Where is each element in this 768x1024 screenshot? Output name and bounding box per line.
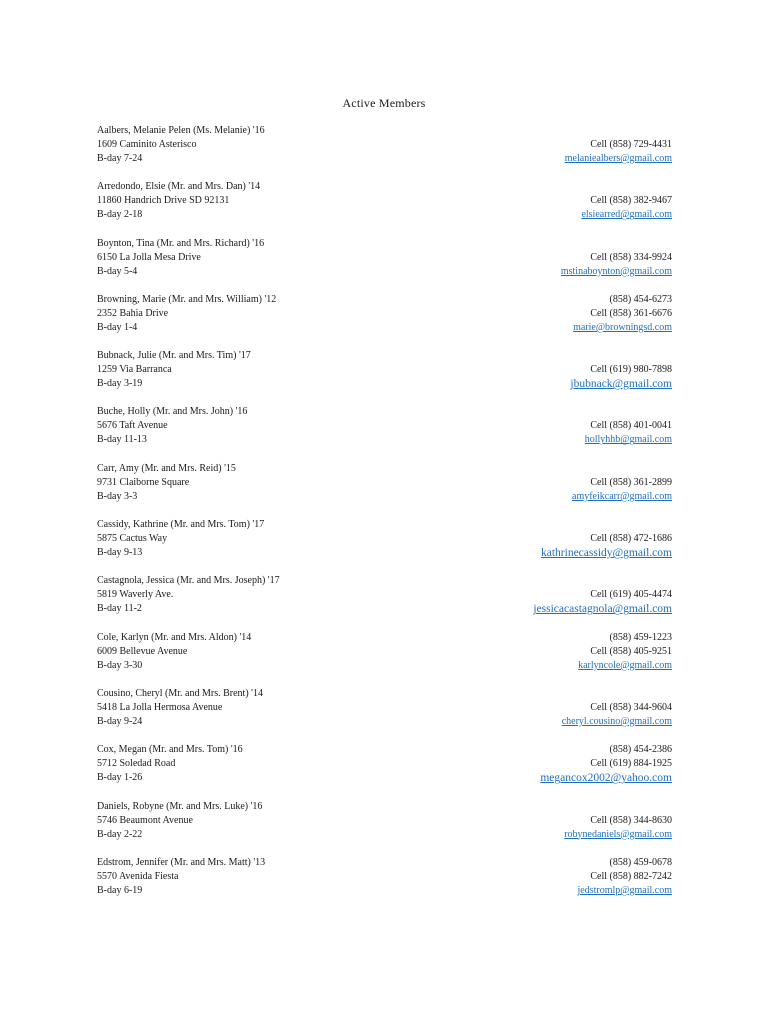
member-birthday: B-day 9-24 bbox=[97, 715, 143, 727]
member-contact bbox=[412, 124, 672, 166]
member-entry bbox=[97, 518, 672, 574]
member-address: 9731 Claiborne Square bbox=[97, 476, 190, 488]
member-name: Buche, Holly (Mr. and Mrs. John) '16 bbox=[97, 406, 248, 418]
member-contact bbox=[412, 405, 672, 447]
member-address: 1259 Via Barranca bbox=[97, 364, 172, 376]
member-contact bbox=[412, 856, 672, 898]
member-address: 5570 Avenida Fiesta bbox=[97, 870, 179, 882]
member-address: 5676 Taft Avenue bbox=[97, 420, 168, 432]
page-title: Active Members bbox=[342, 96, 426, 110]
member-birthday: B-day 3-30 bbox=[97, 659, 143, 671]
member-name: Aalbers, Melanie Pelen (Ms. Melanie) '16 bbox=[97, 125, 265, 136]
member-phone: Cell (858) 882-7242 bbox=[590, 870, 672, 882]
member-entry bbox=[97, 574, 672, 630]
member-birthday: B-day 3-19 bbox=[97, 378, 143, 390]
member-address: 6009 Bellevue Avenue bbox=[97, 645, 188, 657]
member-name: Boynton, Tina (Mr. and Mrs. Richard) '16 bbox=[97, 237, 265, 249]
member-phone: (858) 454-6273 bbox=[609, 293, 672, 305]
member-name: Edstrom, Jennifer (Mr. and Mrs. Matt) '13 bbox=[97, 856, 266, 868]
member-name: Cole, Karlyn (Mr. and Mrs. Aldon) '14 bbox=[97, 631, 252, 643]
member-contact bbox=[412, 518, 672, 560]
member-email-link[interactable]: megancox2002@yahoo.com bbox=[540, 772, 672, 785]
member-birthday: B-day 1-26 bbox=[97, 772, 143, 784]
member-entry bbox=[97, 180, 672, 236]
member-email-link[interactable]: robynedaniels@gmail.com bbox=[564, 828, 672, 840]
member-contact bbox=[412, 349, 672, 391]
member-contact bbox=[412, 800, 672, 842]
member-entry bbox=[97, 124, 672, 180]
member-phone: (858) 454-2386 bbox=[609, 744, 672, 756]
member-birthday: B-day 2-22 bbox=[97, 828, 143, 840]
member-entry bbox=[97, 631, 672, 687]
member-name: Cousino, Cheryl (Mr. and Mrs. Brent) '14 bbox=[97, 687, 263, 699]
member-entry bbox=[97, 349, 672, 405]
member-name: Arredondo, Elsie (Mr. and Mrs. Dan) '14 bbox=[97, 181, 261, 193]
member-address: 5418 La Jolla Hermosa Avenue bbox=[97, 701, 223, 713]
member-birthday: B-day 3-3 bbox=[97, 490, 138, 502]
member-phone: Cell (858) 382-9467 bbox=[590, 195, 672, 207]
member-email-link[interactable]: jessicacastagnola@gmail.com bbox=[533, 603, 672, 616]
member-email-link[interactable]: amyfeikcarr@gmail.com bbox=[572, 490, 672, 502]
member-name: Carr, Amy (Mr. and Mrs. Reid) '15 bbox=[97, 462, 236, 474]
member-entry bbox=[97, 237, 672, 293]
member-address: 2352 Bahia Drive bbox=[97, 307, 169, 319]
member-phone: Cell (858) 334-9924 bbox=[590, 251, 672, 263]
member-entry bbox=[97, 405, 672, 461]
member-birthday: B-day 6-19 bbox=[97, 884, 143, 896]
member-contact bbox=[412, 743, 672, 785]
member-address: 5746 Beaumont Avenue bbox=[97, 814, 193, 826]
member-address: 5875 Cactus Way bbox=[97, 533, 168, 545]
member-contact bbox=[412, 574, 672, 616]
member-phone: Cell (619) 405-4474 bbox=[590, 589, 672, 601]
member-contact bbox=[412, 180, 672, 222]
member-phone: (858) 459-1223 bbox=[609, 631, 672, 643]
member-address: 6150 La Jolla Mesa Drive bbox=[97, 251, 201, 263]
member-email-link[interactable]: jedstromlp@gmail.com bbox=[577, 884, 672, 896]
member-birthday: B-day 11-13 bbox=[97, 434, 147, 446]
member-contact bbox=[412, 462, 672, 504]
member-email-link[interactable]: jbubnack@gmail.com bbox=[570, 378, 672, 391]
member-email-link[interactable]: karlyncole@gmail.com bbox=[578, 659, 672, 671]
member-name: Browning, Marie (Mr. and Mrs. William) '12 bbox=[97, 293, 277, 305]
member-birthday: B-day 5-4 bbox=[97, 265, 138, 277]
member-contact bbox=[412, 237, 672, 279]
member-email-link[interactable]: hollyhhb@gmail.com bbox=[584, 434, 672, 446]
member-entry bbox=[97, 293, 672, 349]
member-phone: Cell (858) 405-9251 bbox=[590, 645, 672, 657]
member-contact bbox=[412, 293, 672, 335]
member-entry bbox=[97, 800, 672, 856]
member-name: Cassidy, Kathrine (Mr. and Mrs. Tom) '17 bbox=[97, 519, 265, 531]
member-birthday: B-day 11-2 bbox=[97, 603, 142, 615]
member-phone: Cell (858) 344-9604 bbox=[590, 701, 672, 713]
member-address: 1609 Caminito Asterisco bbox=[97, 139, 197, 150]
member-birthday: B-day 7-24 bbox=[97, 153, 143, 164]
member-phone: Cell (858) 361-6676 bbox=[590, 307, 672, 319]
member-contact bbox=[412, 687, 672, 729]
member-email-link[interactable]: mstinaboynton@gmail.com bbox=[560, 265, 672, 277]
member-phone: Cell (858) 401-0041 bbox=[590, 420, 672, 432]
member-birthday: B-day 9-13 bbox=[97, 547, 143, 559]
member-phone: Cell (619) 884-1925 bbox=[590, 758, 672, 770]
member-phone: Cell (858) 361-2899 bbox=[590, 476, 672, 488]
member-entry bbox=[97, 743, 672, 799]
member-email-link[interactable]: cheryl.cousino@gmail.com bbox=[561, 715, 672, 727]
member-entry bbox=[97, 856, 672, 912]
member-phone: Cell (619) 980-7898 bbox=[590, 364, 672, 376]
member-phone: Cell (858) 344-8630 bbox=[590, 814, 672, 826]
member-address: 11860 Handrich Drive SD 92131 bbox=[97, 195, 230, 207]
member-name: Cox, Megan (Mr. and Mrs. Tom) '16 bbox=[97, 744, 243, 756]
member-entry bbox=[97, 462, 672, 518]
member-email-link[interactable]: kathrinecassidy@gmail.com bbox=[541, 547, 672, 560]
member-name: Bubnack, Julie (Mr. and Mrs. Tim) '17 bbox=[97, 350, 251, 362]
member-name: Castagnola, Jessica (Mr. and Mrs. Joseph) '17 bbox=[97, 575, 280, 587]
member-phone: (858) 459-0678 bbox=[609, 856, 672, 868]
member-list bbox=[97, 124, 672, 912]
member-phone: Cell (858) 729-4431 bbox=[590, 139, 672, 150]
member-email-link[interactable]: marie@browningsd.com bbox=[573, 321, 672, 333]
member-contact bbox=[412, 631, 672, 673]
member-address: 5819 Waverly Ave. bbox=[97, 589, 174, 601]
member-name: Daniels, Robyne (Mr. and Mrs. Luke) '16 bbox=[97, 800, 263, 812]
member-phone: Cell (858) 472-1686 bbox=[590, 533, 672, 545]
member-email-link[interactable]: elsiearred@gmail.com bbox=[581, 209, 672, 221]
member-email-link[interactable]: melaniealbers@gmail.com bbox=[564, 153, 672, 164]
member-birthday: B-day 1-4 bbox=[97, 321, 138, 333]
member-entry bbox=[97, 687, 672, 743]
member-address: 5712 Soledad Road bbox=[97, 758, 176, 770]
member-birthday: B-day 2-18 bbox=[97, 209, 143, 221]
